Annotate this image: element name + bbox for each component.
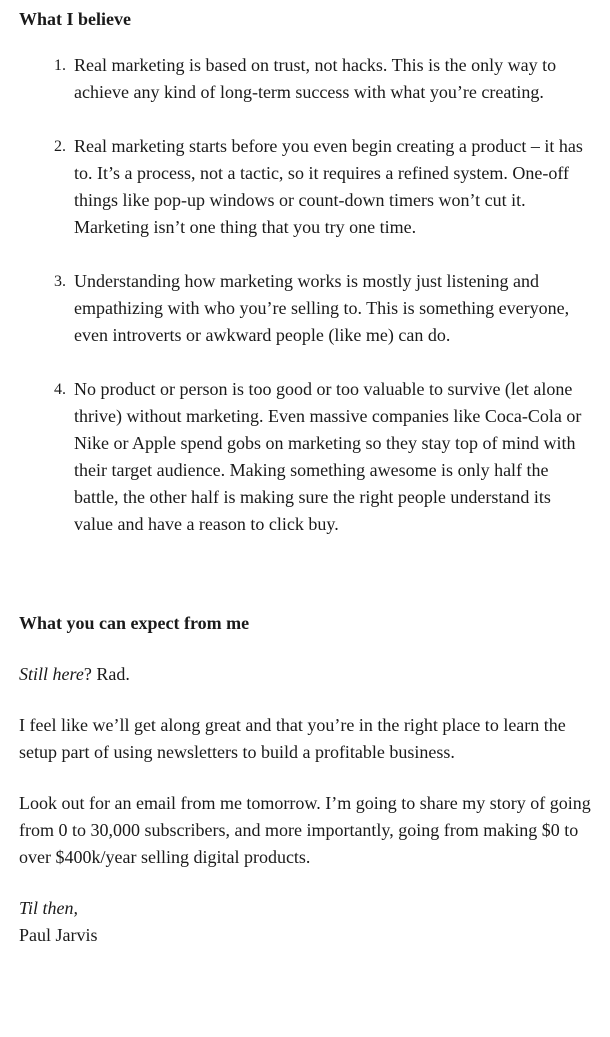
section-heading-expect: What you can expect from me xyxy=(19,613,250,633)
paragraph-get-along: I feel like we’ll get along great and that you’re in the right place to learn the setup part of using newsletters to build a profitable business. xyxy=(19,715,566,762)
list-item-text: Real marketing starts before you even begin creating a product – it has to. It’s a process, not a tactic, so it requires a refined system. One-off things like pop-up windows or count-down timers won’t cut it. Marketing isn’t one thing that you try one time. xyxy=(74,136,583,237)
beliefs-list xyxy=(19,52,591,538)
list-item xyxy=(54,376,591,538)
list-item-text: No product or person is too good or too valuable to survive (let alone thrive) without marketing. Even massive companies like Coca-Cola or Nike or Apple spend gobs on marketing so they stay top of mind with their target audience. Making something awesome is only half the battle, the other half is making sure the right people understand its value and have a reason to click buy. xyxy=(74,379,582,534)
list-item xyxy=(54,268,591,349)
list-item-text: Real marketing is based on trust, not hacks. This is the only way to achieve any kind of long-term success with what you’re creating. xyxy=(74,55,557,102)
list-item-number: 1. xyxy=(54,57,66,74)
list-item xyxy=(54,52,591,106)
list-item-number: 3. xyxy=(54,273,66,290)
still-here-paragraph xyxy=(19,661,591,688)
list-item-number: 4. xyxy=(54,381,66,398)
list-item-number: 2. xyxy=(54,138,66,155)
section-heading-believe: What I believe xyxy=(19,9,131,29)
paragraph-look-out: Look out for an email from me tomorrow. I’m going to share my story of going from 0 to 30,000 subscribers, and more importantly, going from making $0 to over $400k/year selling digital products. xyxy=(19,793,591,867)
signoff-text: Til then, xyxy=(19,898,79,918)
list-item xyxy=(54,133,591,241)
author-name: Paul Jarvis xyxy=(19,925,98,945)
signoff xyxy=(19,895,591,949)
list-item-text: Understanding how marketing works is mostly just listening and empathizing with who you’re selling to. This is something everyone, even introverts or awkward people (like me) can do. xyxy=(74,271,570,345)
still-here-italic: Still here xyxy=(19,664,84,684)
still-here-rest: ? Rad. xyxy=(83,664,130,684)
